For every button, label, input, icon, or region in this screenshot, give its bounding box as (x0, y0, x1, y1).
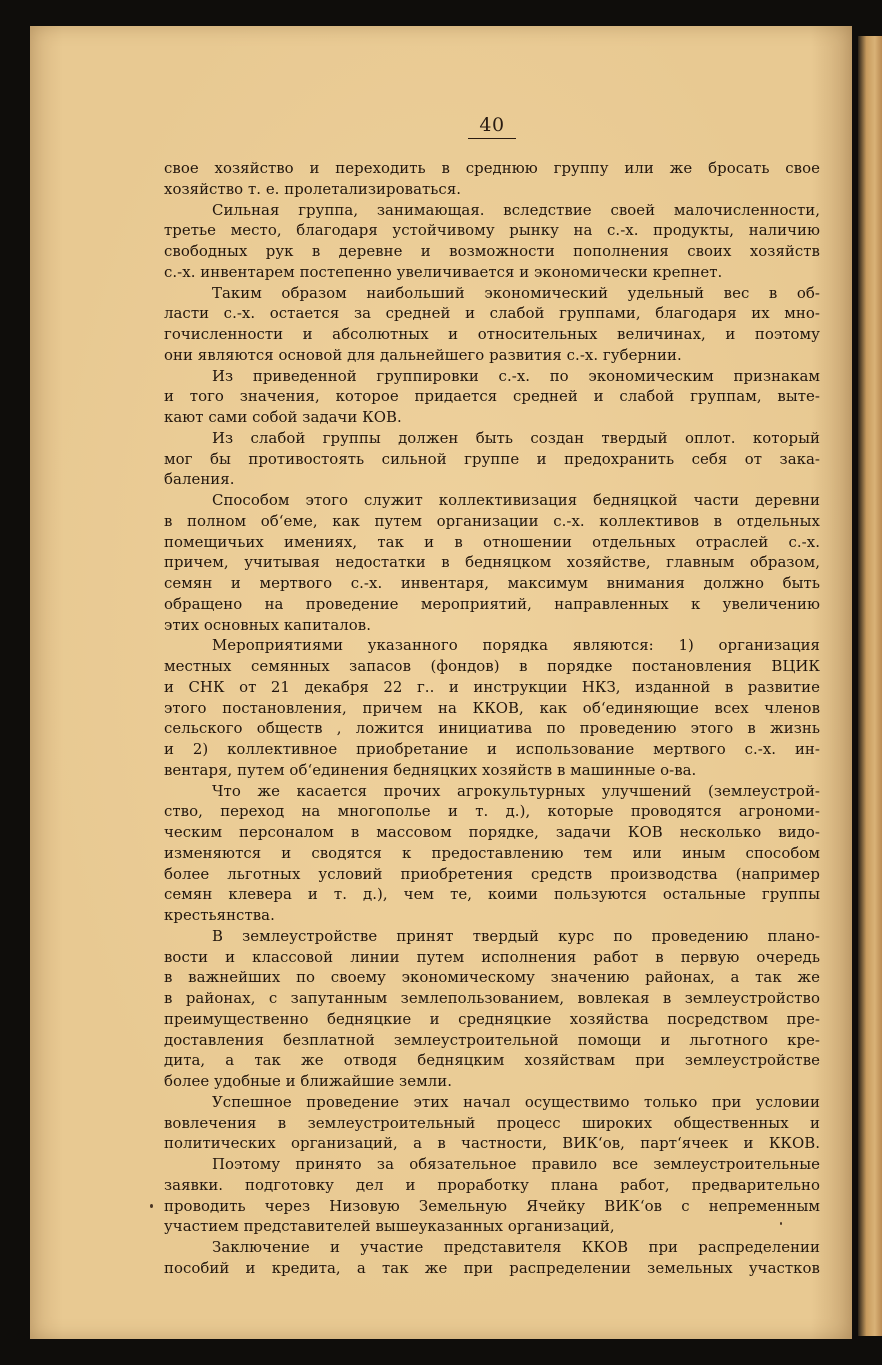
text-line: местных семянных запасов (фондов) в порядке постановления ВЦИК (164, 657, 820, 675)
text-line: участием представителей вышеуказанных организаций, (164, 1217, 615, 1236)
text-line: более льготных условий приобретения средств производства (например (164, 864, 820, 883)
text-line: вости и классовой линии путем исполнения работ в первую очередь (164, 947, 820, 966)
text-line: доставления безплатной землеустроительной помощи и льготного кре- (164, 1030, 820, 1049)
text-line: крестьянства. (164, 906, 275, 924)
text-line: Успешное проведение этих начал осуществимо только при условии (212, 1092, 820, 1111)
text-line: Поэтому принято за обязательное правило все землеустроительные (212, 1155, 820, 1173)
text-line: Способом этого служит коллективизация бедняцкой части деревни (212, 491, 820, 509)
text-line: Что же касается прочих агрокультурных улучшений (землеустрой- (212, 781, 820, 800)
text-line: они являются основой для дальнейшего развития с.-х. губернии. (164, 345, 682, 364)
text-line: этого постановления, причем на ККОВ, как об‘единяющие всех членов (164, 698, 820, 717)
text-line: в важнейших по своему экономическому значению районах, а так же (164, 968, 820, 987)
text-line: баления. (164, 470, 235, 489)
text-line: Из слабой группы должен быть создан твердый оплот. который (212, 428, 820, 447)
text-line: Таким образом наибольший экономический удельный вес в об- (212, 283, 820, 302)
paper-speck (780, 1222, 782, 1225)
text-line: с.-х. инвентарем постепенно увеличивается и экономически крепнет. (164, 262, 723, 281)
text-line: и СНК от 21 декабря 22 г.. и инструкции НКЗ, изданной в развитие (164, 677, 820, 696)
text-line: Мероприятиями указанного порядка являются: 1) организация (212, 636, 820, 655)
text-line: помещичьих имениях, так и в отношении отдельных отраслей с.-х. (164, 532, 820, 551)
text-line: Сильная группа, занимающая. вследствие своей малочисленности, (212, 200, 820, 219)
text-line: семян и мертвого с.-х. инвентаря, максимум внимания должно быть (164, 574, 820, 592)
text-line: сельского обществ , ложится инициатива по проведению этого в жизнь (164, 719, 820, 738)
page-number-rule (468, 138, 516, 139)
text-line: преимущественно бедняцкие и средняцкие хозяйства посредством пре- (164, 1009, 820, 1028)
text-line: мог бы противостоять сильной группе и предохранить себя от зака- (164, 449, 820, 468)
text-line: изменяются и сводятся к предоставлению тем или иным способом (164, 843, 820, 862)
text-line: в полном об‘еме, как путем организации с.-х. коллективов в отдельных (164, 511, 820, 530)
text-line: и 2) коллективное приобретание и использование мертвого с.-х. ин- (164, 740, 820, 758)
text-line: в районах, с запутанным землепользованием, вовлекая в землеустройство (164, 989, 820, 1007)
text-line: вентаря, путем об‘единения бедняцких хозяйств в машинные о-ва. (164, 760, 697, 779)
body-text (164, 158, 820, 1279)
text-line: пособий и кредита, а так же при распределении земельных участков (164, 1258, 820, 1277)
text-line: этих основных капиталов. (164, 615, 372, 634)
text-line: кают сами собой задачи КОВ. (164, 408, 402, 426)
paper-speck (150, 1204, 153, 1208)
text-line: более удобные и ближайшие земли. (164, 1072, 452, 1090)
text-line: Из приведенной группировки с.-х. по экономическим признакам (212, 366, 820, 385)
text-line: ласти с.-х. остается за средней и слабой группами, благодаря их мно- (164, 304, 820, 323)
next-page-edge (858, 36, 882, 1336)
text-line: проводить через Низовую Земельную Ячейку ВИК‘ов с непременным (164, 1196, 820, 1215)
text-line: гочисленности и абсолютных и относительных величинах, и поэтому (164, 325, 820, 343)
text-line: обращено на проведение мероприятий, направленных к увеличению (164, 594, 820, 613)
page-number: 40 (479, 114, 505, 136)
text-line: свободных рук в деревне и возможности пополнения своих хозяйств (164, 242, 820, 260)
text-line: заявки. подготовку дел и проработку плана работ, предварительно (164, 1175, 820, 1194)
text-line: свое хозяйство и переходить в среднюю группу или же бросать свое (164, 159, 820, 177)
text-line: вовлечения в землеустроительный процесс широких общественных и (164, 1113, 820, 1132)
text-line: хозяйство т. е. пролетализироваться. (164, 179, 462, 198)
text-line: причем, учитывая недостатки в бедняцком хозяйстве, главным образом, (164, 553, 820, 572)
text-line: ство, переход на многополье и т. д.), которые проводятся агрономи- (164, 802, 820, 821)
text-line: Заключение и участие представителя ККОВ при распределении (212, 1238, 820, 1256)
text-line: ческим персоналом в массовом порядке, задачи КОВ несколько видо- (164, 823, 820, 841)
text-line: третье место, благодаря устойчивому рынку на с.-х. продукты, наличию (164, 221, 820, 240)
text-line: дита, а так же отводя бедняцким хозяйствам при землеустройстве (164, 1051, 820, 1070)
text-line: семян клевера и т. д.), чем те, коими пользуются остальные группы (164, 885, 820, 904)
text-line: и того значения, которое придается средней и слабой группам, выте- (164, 387, 820, 406)
text-line: В землеустройстве принят твердый курс по проведению плано- (212, 926, 820, 945)
text-line: политических организаций, а в частности, ВИК‘ов, парт‘ячеек и ККОВ. (164, 1134, 820, 1153)
